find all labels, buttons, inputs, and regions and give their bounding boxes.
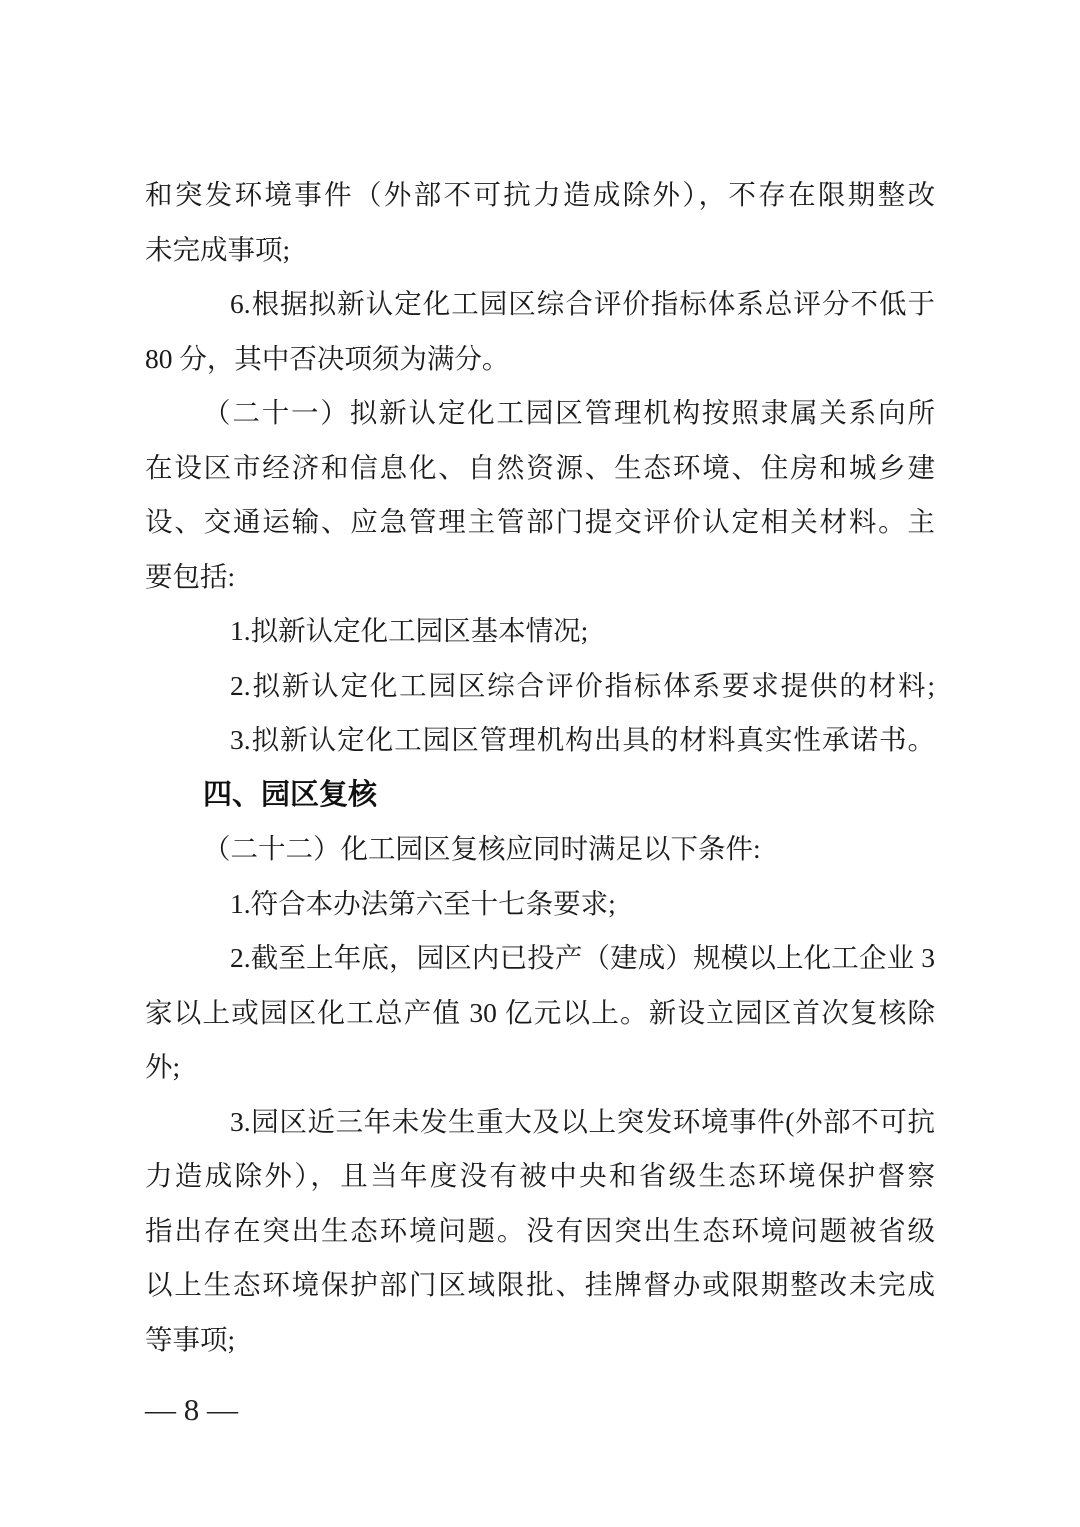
body-line: 外; — [145, 1051, 181, 1082]
body-line: 80 分，其中否决项须为满分。 — [145, 342, 510, 374]
body-line: （二十二）化工园区复核应同时满足以下条件: — [203, 833, 761, 864]
body-line: 家以上或园区化工总产值 30 亿元以上。新设立园区首次复核除 — [145, 996, 935, 1028]
body-line: 要包括: — [145, 560, 236, 592]
body-line: 2.拟新认定化工园区综合评价指标体系要求提供的材料; — [230, 669, 935, 701]
body-line: 指出存在突出生态环境问题。没有因突出生态环境问题被省级 — [145, 1214, 935, 1246]
body-line: 6.根据拟新认定化工园区综合评价指标体系总评分不低于 — [230, 288, 935, 319]
body-line: 力造成除外），且当年度没有被中央和省级生态环境保护督察 — [145, 1160, 935, 1191]
page-footer — [0, 1383, 1080, 1437]
body-line: 1.拟新认定化工园区基本情况; — [230, 615, 589, 646]
body-line: 等事项; — [145, 1323, 236, 1355]
body-line: 在设区市经济和信息化、自然资源、生态环境、住房和城乡建 — [145, 451, 935, 483]
body-line: 3.拟新认定化工园区管理机构出具的材料真实性承诺书。 — [230, 724, 935, 755]
body-line: 3.园区近三年未发生重大及以上突发环境事件(外部不可抗 — [230, 1105, 935, 1137]
body-line: 和突发环境事件（外部不可抗力造成除外），不存在限期整改 — [145, 179, 935, 210]
page-number: — 8 — — [145, 1392, 238, 1427]
body-line: （二十一）拟新认定化工园区管理机构按照隶属关系向所 — [203, 397, 935, 428]
section-heading: 四、园区复核 — [203, 778, 378, 811]
body-line: 1.符合本办法第六至十七条要求; — [230, 887, 616, 919]
body-line: 以上生态环境保护部门区域限批、挂牌督办或限期整改未完成 — [145, 1269, 935, 1300]
body-line: 2.截至上年底，园区内已投产（建成）规模以上化工企业 3 — [230, 942, 935, 973]
body-line: 设、交通运输、应急管理主管部门提交评价认定相关材料。主 — [145, 506, 935, 537]
body-line: 未完成事项; — [145, 233, 291, 265]
